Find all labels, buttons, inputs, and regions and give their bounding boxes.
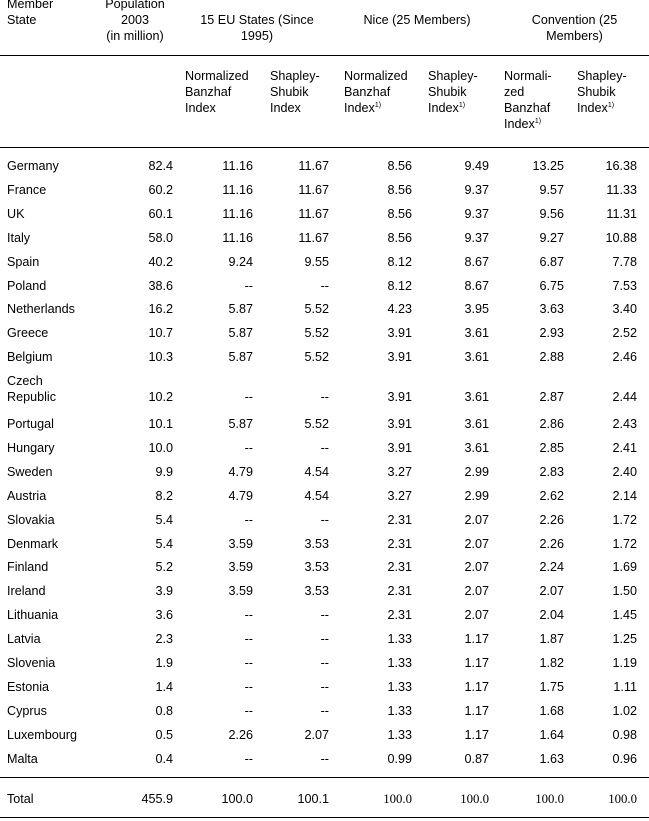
cell-nice-banzhaf: 2.31 bbox=[387, 536, 412, 551]
total-divider bbox=[0, 777, 649, 778]
cell-population: 60.2 bbox=[148, 182, 173, 197]
header-text-line: State bbox=[7, 13, 37, 27]
total-population: 455.9 bbox=[141, 792, 173, 806]
cell-nice-banzhaf: 8.56 bbox=[387, 182, 412, 197]
cell-member-state: Luxembourg bbox=[7, 727, 78, 742]
cell-eu15-shapley: 11.67 bbox=[298, 182, 329, 197]
cell-nice-banzhaf: 3.27 bbox=[387, 488, 412, 503]
cell-eu15-banzhaf: 3.59 bbox=[228, 536, 253, 551]
cell-nice-shapley: 2.07 bbox=[464, 536, 489, 551]
header-text-line: (in million) bbox=[106, 29, 164, 43]
cell-eu15-shapley: -- bbox=[320, 703, 329, 718]
cell-conv-banzhaf: 1.63 bbox=[539, 751, 564, 766]
cell-population: 58.0 bbox=[148, 230, 173, 245]
cell-eu15-shapley: 5.52 bbox=[304, 417, 329, 431]
header-text-line: Population bbox=[105, 0, 165, 11]
cell-eu15-shapley: 4.54 bbox=[304, 488, 329, 503]
cell-nice-shapley: 2.07 bbox=[464, 608, 489, 623]
total-nice-shapley: 100.0 bbox=[460, 792, 489, 806]
cell-eu15-banzhaf: 3.59 bbox=[228, 584, 253, 599]
cell-eu15-banzhaf: 5.87 bbox=[228, 417, 253, 431]
cell-conv-shapley: 1.02 bbox=[612, 703, 637, 718]
cell-conv-banzhaf: 1.87 bbox=[539, 632, 564, 647]
cell-conv-banzhaf: 2.07 bbox=[539, 584, 564, 599]
cell-eu15-banzhaf: -- bbox=[244, 703, 253, 718]
cell-nice-banzhaf: 1.33 bbox=[387, 727, 412, 742]
cell-conv-shapley: 2.52 bbox=[612, 326, 637, 341]
cell-member-state-cont: Republic bbox=[7, 390, 57, 405]
cell-population: 1.9 bbox=[155, 656, 173, 670]
cell-nice-shapley: 1.17 bbox=[464, 679, 489, 694]
cell-eu15-banzhaf: -- bbox=[244, 632, 253, 647]
cell-nice-shapley: 9.37 bbox=[464, 230, 489, 245]
subheader-eu15-banzhaf bbox=[185, 68, 249, 116]
cell-nice-shapley: 3.61 bbox=[464, 390, 489, 405]
cell-nice-shapley: 2.99 bbox=[464, 464, 489, 479]
cell-conv-banzhaf: 1.82 bbox=[539, 656, 564, 670]
header-group-nice bbox=[336, 12, 498, 28]
cell-eu15-banzhaf: 4.79 bbox=[228, 488, 253, 503]
footnote-mark: 1) bbox=[607, 102, 615, 109]
cell-conv-banzhaf: 2.04 bbox=[539, 608, 564, 623]
cell-population: 3.9 bbox=[155, 584, 173, 599]
cell-conv-banzhaf: 9.57 bbox=[539, 182, 564, 197]
header-population bbox=[90, 0, 180, 44]
cell-conv-shapley: 11.31 bbox=[606, 206, 637, 221]
cell-nice-banzhaf: 3.91 bbox=[387, 326, 412, 341]
cell-population: 60.1 bbox=[148, 206, 173, 221]
cell-eu15-shapley: 9.55 bbox=[304, 254, 329, 269]
cell-conv-banzhaf: 2.24 bbox=[539, 560, 564, 575]
cell-nice-shapley: 9.49 bbox=[464, 159, 489, 173]
footnote-mark: 1) bbox=[374, 102, 382, 109]
header-text-line: Shapley- bbox=[270, 69, 320, 83]
cell-conv-banzhaf: 2.85 bbox=[539, 440, 564, 455]
header-member-state bbox=[7, 0, 53, 28]
cell-population: 1.4 bbox=[155, 679, 173, 694]
header-text-line: Convention (25 bbox=[531, 13, 618, 27]
cell-population: 2.3 bbox=[155, 632, 173, 647]
cell-conv-shapley: 2.40 bbox=[612, 464, 637, 479]
cell-nice-banzhaf: 3.91 bbox=[387, 350, 412, 365]
cell-eu15-banzhaf: 3.59 bbox=[228, 560, 253, 575]
total-conv-shapley: 100.0 bbox=[608, 792, 637, 806]
cell-member-state: Finland bbox=[7, 560, 49, 575]
cell-eu15-shapley: -- bbox=[320, 656, 329, 670]
table-bottom-rule bbox=[0, 817, 649, 818]
cell-eu15-banzhaf: 5.87 bbox=[228, 326, 253, 341]
cell-conv-shapley: 16.38 bbox=[605, 159, 637, 173]
cell-nice-shapley: 8.67 bbox=[464, 254, 489, 269]
header-group-eu15 bbox=[180, 12, 334, 44]
cell-conv-shapley: 2.43 bbox=[612, 417, 637, 431]
header-text-line: Normali- bbox=[504, 69, 552, 83]
cell-member-state: Denmark bbox=[7, 536, 59, 551]
cell-eu15-shapley: -- bbox=[320, 608, 329, 623]
cell-eu15-banzhaf: -- bbox=[244, 608, 253, 623]
cell-conv-shapley: 1.11 bbox=[613, 679, 637, 694]
cell-eu15-banzhaf: 9.24 bbox=[228, 254, 253, 269]
cell-nice-banzhaf: 8.12 bbox=[387, 278, 412, 293]
cell-nice-banzhaf: 2.31 bbox=[387, 560, 412, 575]
cell-member-state: Czech bbox=[7, 374, 43, 389]
cell-member-state: Sweden bbox=[7, 464, 53, 479]
cell-eu15-shapley: -- bbox=[320, 679, 329, 694]
cell-nice-banzhaf: 8.12 bbox=[387, 254, 412, 269]
cell-nice-shapley: 1.17 bbox=[464, 727, 489, 742]
cell-nice-shapley: 3.95 bbox=[464, 302, 489, 317]
cell-eu15-shapley: 5.52 bbox=[304, 350, 329, 365]
cell-eu15-shapley: -- bbox=[320, 390, 329, 405]
cell-conv-shapley: 0.98 bbox=[612, 727, 637, 742]
footnote-mark: 1) bbox=[534, 118, 542, 125]
cell-eu15-shapley: 5.52 bbox=[304, 302, 329, 317]
cell-nice-banzhaf: 1.33 bbox=[387, 632, 412, 647]
cell-eu15-shapley: 11.67 bbox=[298, 159, 329, 173]
cell-conv-shapley: 7.78 bbox=[612, 254, 637, 269]
header-text-line: Index bbox=[577, 101, 608, 115]
cell-population: 8.2 bbox=[155, 488, 173, 503]
cell-member-state: Latvia bbox=[7, 632, 41, 647]
cell-nice-shapley: 0.87 bbox=[464, 751, 489, 766]
cell-eu15-shapley: 2.07 bbox=[304, 727, 329, 742]
cell-conv-banzhaf: 1.75 bbox=[539, 679, 564, 694]
header-text-line: Index bbox=[428, 101, 459, 115]
cell-member-state: Poland bbox=[7, 278, 47, 293]
header-text-line: Index bbox=[504, 117, 535, 131]
cell-conv-shapley: 1.25 bbox=[612, 632, 637, 647]
cell-eu15-shapley: 11.67 bbox=[298, 206, 329, 221]
cell-member-state: Greece bbox=[7, 326, 49, 341]
cell-conv-banzhaf: 2.86 bbox=[539, 417, 564, 431]
cell-nice-banzhaf: 2.31 bbox=[387, 584, 412, 599]
cell-eu15-banzhaf: 11.16 bbox=[222, 159, 253, 173]
cell-conv-banzhaf: 2.88 bbox=[539, 350, 564, 365]
cell-nice-shapley: 2.99 bbox=[464, 488, 489, 503]
cell-eu15-shapley: 5.52 bbox=[304, 326, 329, 341]
cell-population: 82.4 bbox=[148, 159, 173, 173]
cell-population: 0.5 bbox=[155, 727, 173, 742]
cell-nice-banzhaf: 3.91 bbox=[387, 440, 412, 455]
cell-conv-shapley: 1.19 bbox=[612, 656, 637, 670]
cell-member-state: Austria bbox=[7, 488, 47, 503]
cell-conv-banzhaf: 1.64 bbox=[539, 727, 564, 742]
cell-population: 5.4 bbox=[155, 536, 173, 551]
cell-nice-shapley: 9.37 bbox=[464, 182, 489, 197]
cell-nice-shapley: 3.61 bbox=[464, 417, 489, 431]
header-text-line: Index bbox=[270, 101, 301, 115]
cell-conv-shapley: 1.45 bbox=[612, 608, 637, 623]
cell-eu15-banzhaf: 11.16 bbox=[222, 230, 253, 245]
header-text-line: zed bbox=[504, 85, 525, 99]
header-text-line: Normalized bbox=[185, 69, 249, 83]
cell-member-state: Belgium bbox=[7, 350, 53, 365]
cell-member-state: Slovenia bbox=[7, 656, 56, 670]
header-text-line: 2003 bbox=[120, 13, 150, 27]
cell-eu15-shapley: 3.53 bbox=[304, 584, 329, 599]
cell-conv-shapley: 11.33 bbox=[606, 182, 637, 197]
cell-conv-shapley: 2.44 bbox=[612, 390, 637, 405]
subheader-nice-shapley bbox=[428, 68, 478, 116]
cell-conv-shapley: 1.72 bbox=[612, 536, 637, 551]
header-text-line: Member bbox=[7, 0, 54, 11]
cell-conv-shapley: 3.40 bbox=[612, 302, 637, 317]
cell-eu15-shapley: 4.54 bbox=[304, 464, 329, 479]
cell-nice-shapley: 2.07 bbox=[464, 560, 489, 575]
cell-nice-banzhaf: 8.56 bbox=[387, 206, 412, 221]
cell-population: 3.6 bbox=[155, 608, 173, 623]
subheader-eu15-shapley bbox=[270, 68, 320, 116]
cell-eu15-shapley: -- bbox=[320, 278, 329, 293]
cell-nice-banzhaf: 1.33 bbox=[387, 703, 412, 718]
header-text-line: Shapley- bbox=[577, 69, 627, 83]
cell-nice-shapley: 2.07 bbox=[464, 512, 489, 527]
cell-population: 0.4 bbox=[155, 751, 173, 766]
cell-conv-shapley: 1.50 bbox=[612, 584, 637, 599]
cell-population: 10.1 bbox=[148, 417, 173, 431]
cell-eu15-banzhaf: 11.16 bbox=[222, 206, 253, 221]
subheader-conv-shapley bbox=[577, 68, 627, 116]
cell-member-state: France bbox=[7, 182, 47, 197]
cell-nice-shapley: 9.37 bbox=[464, 206, 489, 221]
cell-member-state: Cyprus bbox=[7, 703, 47, 718]
cell-nice-banzhaf: 8.56 bbox=[387, 230, 412, 245]
cell-eu15-banzhaf: -- bbox=[244, 512, 253, 527]
cell-population: 10.0 bbox=[148, 440, 173, 455]
cell-eu15-banzhaf: 4.79 bbox=[228, 464, 253, 479]
cell-eu15-banzhaf: 5.87 bbox=[228, 350, 253, 365]
cell-nice-shapley: 3.61 bbox=[464, 326, 489, 341]
cell-eu15-banzhaf: -- bbox=[244, 751, 253, 766]
header-divider-top bbox=[0, 55, 649, 56]
cell-population: 5.4 bbox=[155, 512, 173, 527]
cell-nice-banzhaf: 4.23 bbox=[387, 302, 412, 317]
cell-conv-shapley: 1.72 bbox=[612, 512, 637, 527]
total-eu15-banzhaf: 100.0 bbox=[221, 792, 253, 806]
cell-conv-shapley: 10.88 bbox=[605, 230, 637, 245]
cell-conv-banzhaf: 2.26 bbox=[539, 536, 564, 551]
cell-member-state: Lithuania bbox=[7, 608, 59, 623]
cell-member-state: Slovakia bbox=[7, 512, 55, 527]
cell-eu15-banzhaf: -- bbox=[244, 656, 253, 670]
header-divider-bottom bbox=[0, 147, 649, 148]
cell-eu15-banzhaf: -- bbox=[244, 278, 253, 293]
cell-eu15-banzhaf: -- bbox=[244, 679, 253, 694]
cell-conv-shapley: 2.41 bbox=[612, 440, 637, 455]
cell-nice-banzhaf: 3.91 bbox=[387, 417, 412, 431]
cell-nice-shapley: 1.17 bbox=[464, 632, 489, 647]
cell-member-state: Hungary bbox=[7, 440, 55, 455]
cell-conv-banzhaf: 9.27 bbox=[539, 230, 564, 245]
header-text-line: Banzhaf bbox=[504, 101, 551, 115]
header-text-line: Index bbox=[344, 101, 375, 115]
cell-nice-shapley: 1.17 bbox=[464, 703, 489, 718]
total-nice-banzhaf: 100.0 bbox=[383, 792, 412, 806]
cell-nice-shapley: 8.67 bbox=[464, 278, 489, 293]
cell-population: 5.2 bbox=[155, 560, 173, 575]
cell-conv-banzhaf: 2.93 bbox=[539, 326, 564, 341]
cell-conv-shapley: 7.53 bbox=[612, 278, 637, 293]
subheader-nice-banzhaf bbox=[344, 68, 408, 116]
total-eu15-shapley: 100.1 bbox=[297, 792, 329, 806]
cell-conv-banzhaf: 2.62 bbox=[539, 488, 564, 503]
header-text-line: Index bbox=[185, 101, 216, 115]
cell-population: 10.3 bbox=[148, 350, 173, 365]
header-text-line: Shapley- bbox=[428, 69, 478, 83]
cell-eu15-shapley: -- bbox=[320, 512, 329, 527]
cell-nice-banzhaf: 3.91 bbox=[387, 390, 412, 405]
cell-member-state: Germany bbox=[7, 159, 59, 173]
cell-member-state: Italy bbox=[7, 230, 31, 245]
footnote-mark: 1) bbox=[458, 102, 466, 109]
cell-nice-banzhaf: 1.33 bbox=[387, 656, 412, 670]
header-text-line: Shubik bbox=[428, 85, 467, 99]
header-text-line: 15 EU States (Since bbox=[200, 13, 314, 27]
header-text-line: Banzhaf bbox=[344, 85, 391, 99]
cell-eu15-shapley: 3.53 bbox=[304, 536, 329, 551]
cell-population: 40.2 bbox=[148, 254, 173, 269]
cell-population: 16.2 bbox=[148, 302, 173, 317]
cell-nice-banzhaf: 8.56 bbox=[387, 159, 412, 173]
cell-population: 10.2 bbox=[148, 390, 173, 405]
cell-member-state: Estonia bbox=[7, 679, 50, 694]
header-text-line: Banzhaf bbox=[185, 85, 232, 99]
cell-population: 0.8 bbox=[155, 703, 173, 718]
cell-conv-shapley: 2.46 bbox=[612, 350, 637, 365]
cell-eu15-shapley: -- bbox=[320, 632, 329, 647]
header-text-line: Shubik bbox=[270, 85, 309, 99]
cell-eu15-banzhaf: -- bbox=[244, 390, 253, 405]
cell-conv-banzhaf: 6.75 bbox=[539, 278, 564, 293]
cell-conv-banzhaf: 3.63 bbox=[539, 302, 564, 317]
cell-conv-banzhaf: 1.68 bbox=[539, 703, 564, 718]
cell-nice-banzhaf: 2.31 bbox=[387, 608, 412, 623]
cell-eu15-shapley: 11.67 bbox=[298, 230, 329, 245]
cell-nice-shapley: 3.61 bbox=[464, 440, 489, 455]
header-text-line: Nice (25 Members) bbox=[363, 13, 471, 27]
cell-member-state: Malta bbox=[7, 751, 38, 766]
header-text-line: 1995) bbox=[240, 29, 274, 43]
total-conv-banzhaf: 100.0 bbox=[535, 792, 564, 806]
cell-member-state: Spain bbox=[7, 254, 40, 269]
subheader-conv-banzhaf bbox=[504, 68, 552, 132]
header-text-line: Shubik bbox=[577, 85, 616, 99]
cell-eu15-shapley: 3.53 bbox=[304, 560, 329, 575]
cell-member-state: UK bbox=[7, 206, 25, 221]
cell-conv-shapley: 2.14 bbox=[612, 488, 637, 503]
cell-member-state: Portugal bbox=[7, 417, 54, 431]
cell-nice-banzhaf: 1.33 bbox=[387, 679, 412, 694]
cell-conv-banzhaf: 2.26 bbox=[539, 512, 564, 527]
cell-conv-banzhaf: 2.87 bbox=[539, 390, 564, 405]
cell-conv-banzhaf: 9.56 bbox=[539, 206, 564, 221]
cell-member-state: Ireland bbox=[7, 584, 46, 599]
cell-conv-banzhaf: 13.25 bbox=[532, 159, 564, 173]
cell-eu15-banzhaf: 2.26 bbox=[228, 727, 253, 742]
cell-conv-banzhaf: 6.87 bbox=[539, 254, 564, 269]
cell-nice-shapley: 2.07 bbox=[464, 584, 489, 599]
cell-population: 10.7 bbox=[148, 326, 173, 341]
cell-member-state: Netherlands bbox=[7, 302, 75, 317]
cell-eu15-banzhaf: -- bbox=[244, 440, 253, 455]
total-label: Total bbox=[7, 792, 34, 806]
cell-population: 9.9 bbox=[155, 464, 173, 479]
header-text-line: Members) bbox=[546, 29, 603, 43]
cell-nice-shapley: 1.17 bbox=[464, 656, 489, 670]
cell-nice-banzhaf: 3.27 bbox=[387, 464, 412, 479]
cell-nice-banzhaf: 2.31 bbox=[387, 512, 412, 527]
cell-conv-shapley: 0.96 bbox=[612, 751, 637, 766]
cell-eu15-shapley: -- bbox=[320, 440, 329, 455]
cell-nice-banzhaf: 0.99 bbox=[387, 751, 412, 766]
header-group-convention bbox=[500, 12, 649, 44]
cell-eu15-shapley: -- bbox=[320, 751, 329, 766]
cell-nice-shapley: 3.61 bbox=[464, 350, 489, 365]
cell-conv-banzhaf: 2.83 bbox=[539, 464, 564, 479]
cell-conv-shapley: 1.69 bbox=[612, 560, 637, 575]
cell-population: 38.6 bbox=[148, 278, 173, 293]
cell-eu15-banzhaf: 5.87 bbox=[228, 302, 253, 317]
header-text-line: Normalized bbox=[344, 69, 408, 83]
cell-eu15-banzhaf: 11.16 bbox=[222, 182, 253, 197]
